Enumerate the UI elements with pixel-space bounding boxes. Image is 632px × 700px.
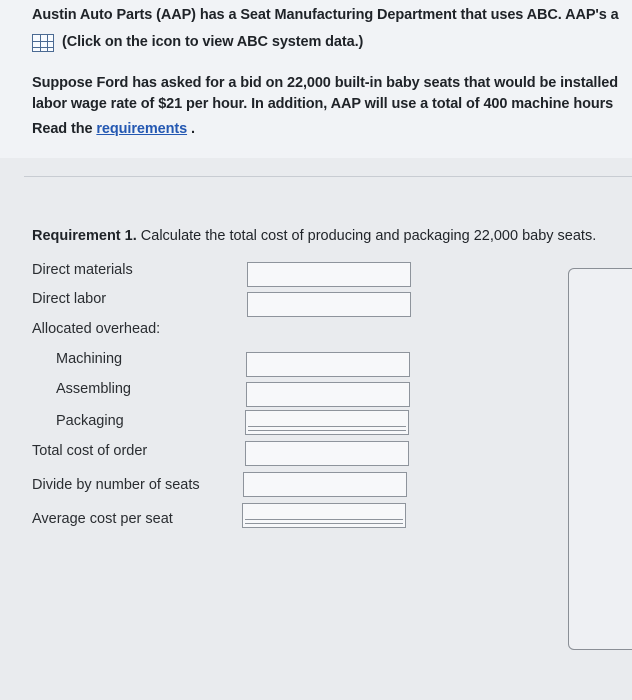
direct-labor-label: Direct labor [32, 291, 107, 307]
direct-materials-label: Direct materials [32, 262, 133, 278]
problem-intro-line-1: Austin Auto Parts (AAP) has a Seat Manufacturing Department that uses ABC. AAP's a [32, 7, 619, 23]
average-cost-label: Average cost per seat [32, 511, 173, 527]
divide-by-seats-label: Divide by number of seats [32, 477, 200, 493]
read-requirements-line [32, 121, 195, 137]
assembling-label: Assembling [56, 381, 131, 397]
read-prefix: Read the [32, 121, 97, 137]
read-suffix: . [190, 121, 195, 137]
allocated-overhead-label: Allocated overhead: [32, 321, 161, 337]
problem-intro-line-3: Suppose Ford has asked for a bid on 22,000 built-in baby seats that would be installed [32, 75, 619, 91]
side-answer-panel [568, 268, 632, 650]
problem-intro-line-4: labor wage rate of $21 per hour. In addition, AAP will use a total of 400 machine hours [32, 96, 614, 112]
abc-data-link-text[interactable]: (Click on the icon to view ABC system data.) [62, 34, 364, 50]
total-cost-input[interactable] [245, 441, 409, 466]
total-cost-label: Total cost of order [32, 443, 148, 459]
packaging-input[interactable] [245, 410, 409, 435]
direct-materials-input[interactable] [247, 262, 411, 287]
section-divider [24, 176, 632, 177]
assembling-input[interactable] [246, 382, 410, 407]
number-of-seats-input[interactable] [243, 472, 407, 497]
requirement-1-heading [32, 228, 596, 244]
direct-labor-input[interactable] [247, 292, 411, 317]
average-cost-input[interactable] [242, 503, 406, 528]
machining-input[interactable] [246, 352, 410, 377]
requirement-1-label: Requirement 1. [32, 228, 137, 244]
abc-data-table-icon[interactable] [32, 34, 54, 52]
machining-label: Machining [56, 351, 123, 367]
packaging-label: Packaging [56, 413, 124, 429]
requirement-1-text: Calculate the total cost of producing and packaging 22,000 baby seats. [140, 228, 597, 244]
requirements-link[interactable]: requirements [96, 121, 188, 137]
